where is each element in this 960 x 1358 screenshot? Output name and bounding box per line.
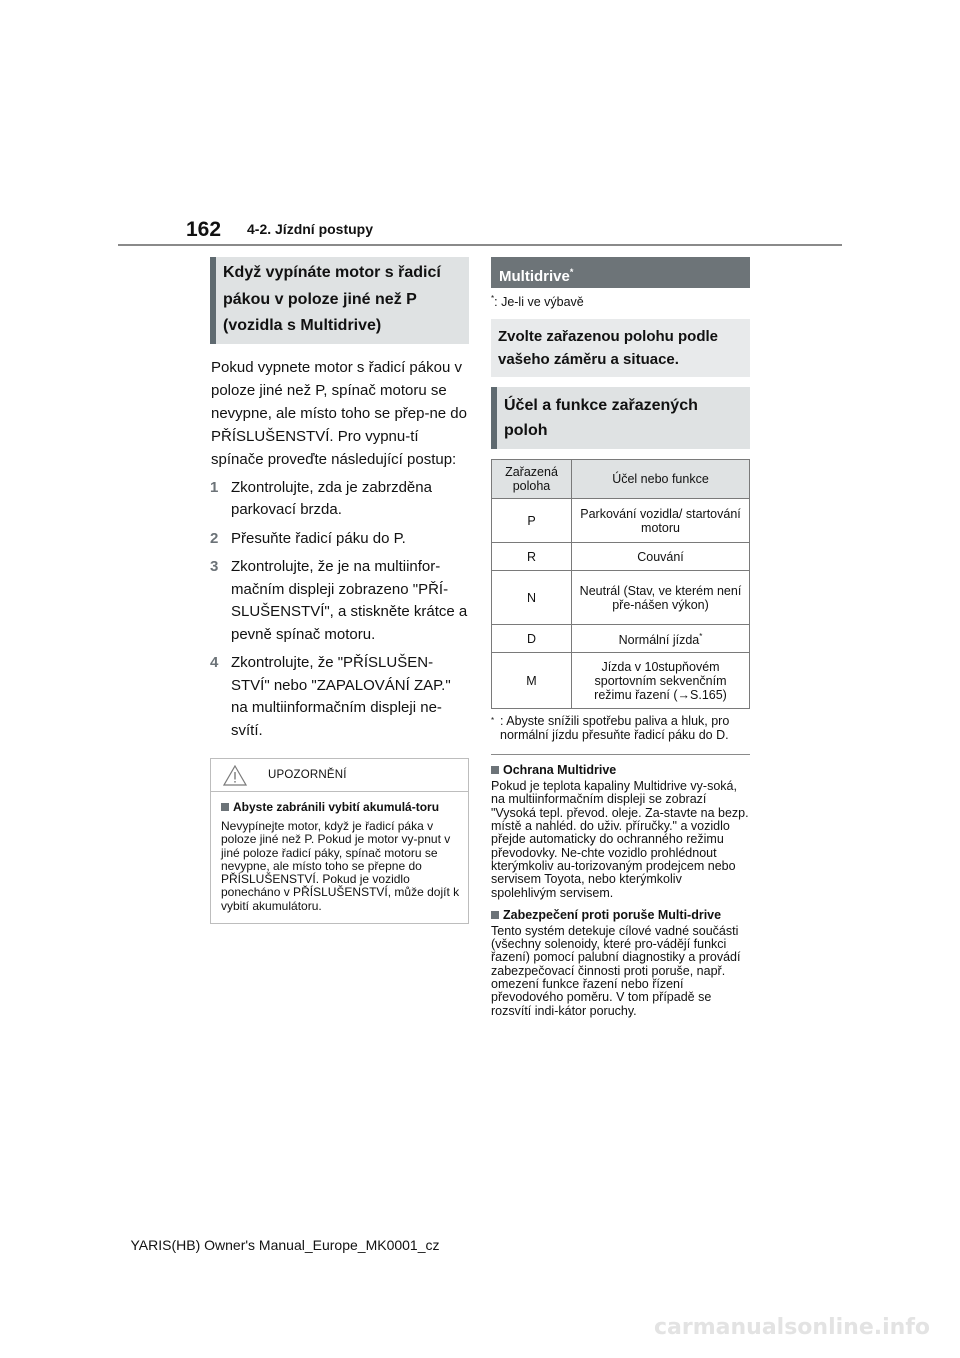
warning-header [211, 759, 468, 792]
square-bullet-icon [491, 766, 499, 774]
table-cell-position: N [492, 571, 572, 625]
protection-heading-text: Ochrana Multidrive [503, 763, 617, 778]
warning-subheading-text: Abyste zabránili vybití akumulá-toru [233, 800, 440, 814]
step-number: 3 [210, 558, 219, 575]
table-cell-position: D [492, 625, 572, 653]
availability-note [491, 292, 750, 309]
left-column [210, 257, 469, 924]
step-number: 2 [210, 529, 219, 547]
table-cell-mark: * [699, 632, 703, 642]
square-bullet-icon [221, 803, 229, 811]
watermark: carmanualsonline.info [654, 1315, 930, 1340]
multidrive-title-bar [491, 257, 750, 288]
failsafe-heading [491, 908, 750, 922]
table-footnote [491, 714, 750, 742]
warning-subheading [221, 800, 460, 814]
table-cell-function-text: Normální jízda [618, 633, 700, 648]
table-cell-function: Parkování vozidla/ startování motoru [572, 499, 750, 543]
table-cell-function: Couvání [572, 543, 750, 571]
table-row [492, 625, 750, 653]
step-number: 1 [210, 478, 219, 496]
table-cell-position: P [492, 499, 572, 543]
table-row [492, 499, 750, 543]
step-item [210, 528, 469, 551]
footer [0, 1237, 960, 1253]
table-cell-function [572, 625, 750, 653]
footer-text: YARIS(HB) Owner's Manual_Europe_MK0001_cz [130, 1237, 440, 1253]
protection-heading [491, 763, 750, 777]
failsafe-text: Tento systém detekuje cílové vadné součásti (všechny solenoidy, které pro-vádějí funkci řazení) pomocí palubní diagnostiky a provádí zabezpečovací činnosti proti poruše, např. omezení funkce řazení nebo řízení převodového poměru. V tom případě se rozsvítí indi-kátor poruchy. [491, 923, 741, 1018]
intro-paragraph: Pokud vypnete motor s řadicí pákou v poloze jiné než P, spínač motoru se nevypne, ale místo toho se přep-ne do PŘÍSLUŠENSTVÍ. Pro vypnu-tí spínače proveďte následující postup: [211, 358, 467, 468]
right-column [491, 257, 750, 1018]
table-header-function: Účel nebo funkce [572, 460, 750, 499]
step-text: Přesuňte řadicí páku do P. [231, 529, 406, 547]
step-item [210, 477, 469, 522]
multidrive-title: Multidrive [499, 268, 570, 285]
availability-note-text: : Je-li ve výbavě [494, 295, 584, 310]
warning-box [210, 758, 469, 924]
table-cell-function: Jízda v 10stupňovém sportovním sekvenčním režimu řazení (→S.165) [572, 653, 750, 709]
section-heading-engine-off: Když vypínáte motor s řadicí pákou v poloze jiné než P (vozidla s Multidrive) [210, 257, 469, 344]
page-number: 162 [186, 218, 222, 241]
table-row [492, 571, 750, 625]
warning-triangle-icon [223, 765, 247, 786]
table-footnote-mark: * [491, 716, 495, 726]
warning-text: Nevypínejte motor, když je řadicí páka v poloze jiné než P. Pokud je motor vy-pnut v jiné poloze řadicí páky, spínač motoru se nevypne, ale místo toho se přepne do PŘÍSLUŠENSTVÍ. Pokud je vozidlo ponecháno v PŘÍSLUŠENSTVÍ, může dojít k vybití akumulátoru. [221, 819, 460, 913]
failsafe-heading-text: Zabezpečení proti poruše Multi-drive [503, 907, 722, 922]
lead-heading: Zvolte zařazenou polohu podle vašeho záměru a situace. [491, 319, 750, 377]
table-cell-position: R [492, 543, 572, 571]
shift-position-table [491, 459, 750, 709]
table-header-position: Zařazená poloha [492, 460, 572, 499]
protection-text: Pokud je teplota kapaliny Multidrive vy-soká, na multiinformačním displeji se zobrazí "Vysoká tepl. převod. oleje. Za-stavte na bezp. místě a nahléd. do uživ. příručky." a vozidlo přejde automaticky do ochranného režimu převodovky. Ne-chte vozidlo prohlédnout kterýmkoliv au-torizovaným prodejcem nebo servisem Toyota, nebo kterýmkoliv spolehlivým servisem. [491, 779, 749, 900]
purpose-heading: Účel a funkce zařazených poloh [491, 387, 750, 449]
square-bullet-icon [491, 911, 499, 919]
header-rule [118, 244, 842, 246]
step-text: Zkontrolujte, že je na multiinfor-mačním displeji zobrazeno "PŘÍ-SLUŠENSTVÍ", a stiskněte krátce a pevně spínač motoru. [231, 558, 468, 643]
step-item [210, 652, 469, 742]
warning-title: UPOZORNĚNÍ [268, 769, 347, 781]
warning-body [211, 792, 468, 923]
table-row [492, 653, 750, 709]
multidrive-title-mark: * [569, 267, 574, 277]
table-footnote-text: : Abyste snížili spotřebu paliva a hluk, pro normální jízdu přesuňte řadicí páku do D. [500, 714, 730, 743]
divider [491, 754, 750, 755]
step-item [210, 556, 469, 646]
table-cell-position: M [492, 653, 572, 709]
step-text: Zkontrolujte, že "PŘÍSLUŠEN-STVÍ" nebo "ZAPALOVÁNÍ ZAP." na multiinformačním displeji ne-svítí. [231, 654, 451, 739]
step-text: Zkontrolujte, zda je zabrzděna parkovací brzda. [231, 478, 432, 518]
step-number: 4 [210, 654, 219, 671]
availability-mark: * [491, 294, 495, 303]
table-header-row [492, 460, 750, 499]
table-row [492, 543, 750, 571]
table-cell-function: Neutrál (Stav, ve kterém není pře-nášen výkon) [572, 571, 750, 625]
section-title: 4-2. Jízdní postupy [247, 221, 374, 237]
